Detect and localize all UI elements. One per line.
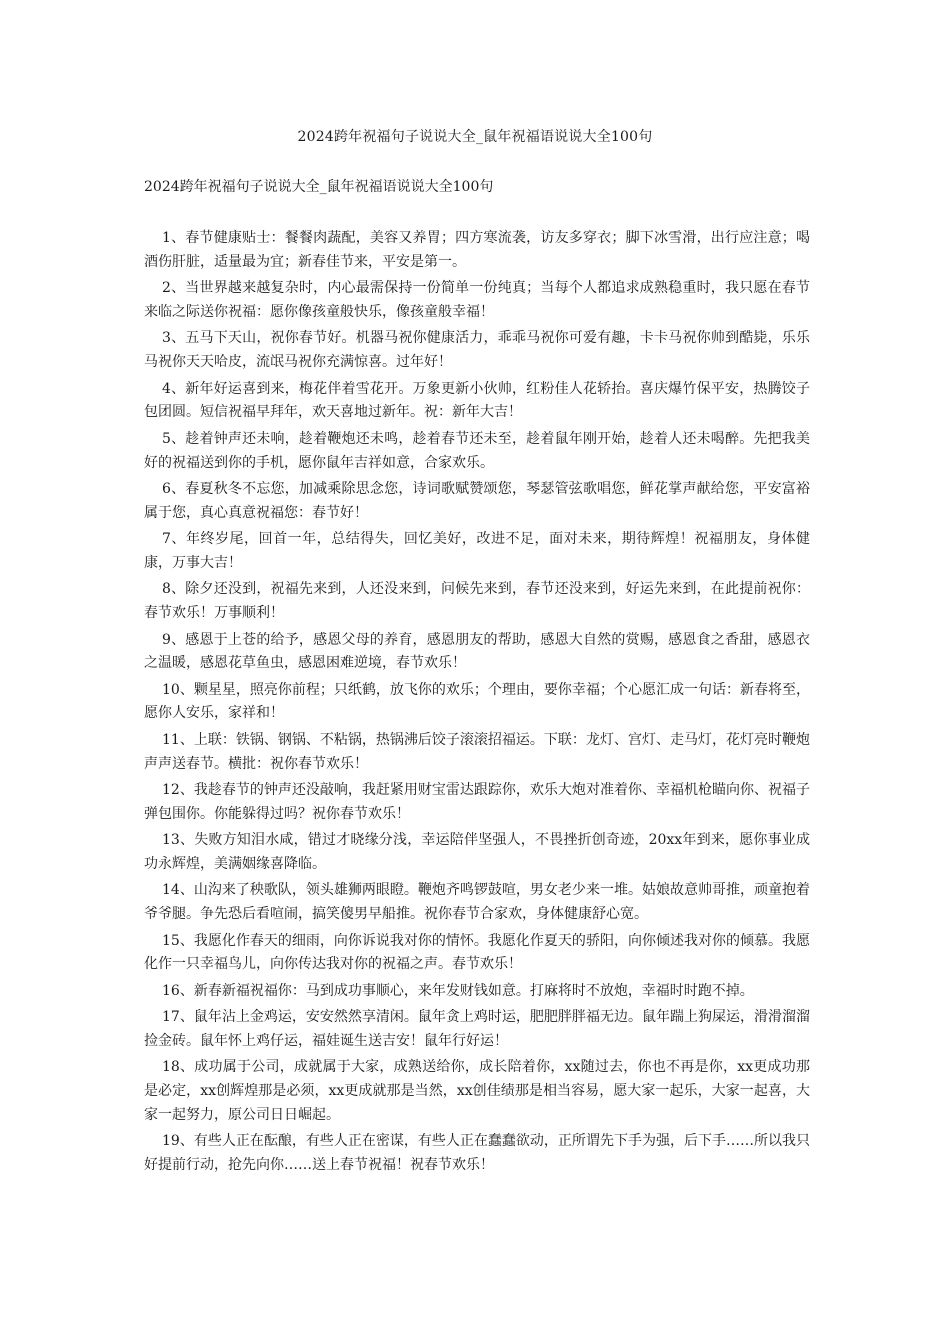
paragraph-14: 14、山沟来了秧歌队，领头雄狮两眼瞪。鞭炮齐鸣锣鼓喧，男女老少来一堆。姑娘故意帅哥推，顽童抱着爷爷腿。争先恐后看喧闹，搞笑傻男早船推。祝你春节合家欢，身体健康舒心宽。	[144, 882, 810, 923]
paragraph-11: 11、上联：铁锅、钢锅、不粘锅，热锅沸后饺子滚滚招福运。下联：龙灯、宫灯、走马灯，花灯亮时鞭炮声声送春节。横批：祝你春节欢乐！	[144, 731, 810, 772]
paragraph-18: 18、成功属于公司，成就属于大家，成熟送给你，成长陪着你，xx随过去，你也不再是你，xx更成功那是必定，xx创辉煌那是必须，xx更成就那是当然，xx创佳绩那是相当容易，愿大家一起乐，大家一起喜，大家一起努力，原公司日日崛起。	[144, 1059, 810, 1123]
paragraph-5: 5、趁着钟声还未响，趁着鞭炮还未鸣，趁着春节还未至，趁着鼠年刚开始，趁着人还未喝醉。先把我美好的祝福送到你的手机，愿你鼠年吉祥如意，合家欢乐。	[144, 430, 810, 471]
paragraph-17: 17、鼠年沾上金鸡运，安安然然享清闲。鼠年贪上鸡时运，肥肥胖胖福无边。鼠年踹上狗屎运，滑滑溜溜捡金砖。鼠年怀上鸡仔运，福娃诞生送吉安！鼠年行好运！	[144, 1009, 810, 1049]
paragraph-13: 13、失败方知泪水咸，错过才晓缘分浅，幸运陪伴坚强人，不畏挫折创奇迹，20xx年到来，愿你事业成功永辉煌，美满姻缘喜降临。	[144, 832, 810, 873]
paragraph-2: 2、当世界越来越复杂时，内心最需保持一份简单一份纯真；当每个人都追求成熟稳重时，我只愿在春节来临之际送你祝福：愿你像孩童般快乐，像孩童般幸福！	[144, 280, 810, 320]
document-subtitle: 2024跨年祝福句子说说大全_鼠年祝福语说说大全100句	[144, 179, 494, 195]
paragraph-16: 16、新春新福祝福你：马到成功事顺心，来年发财钱如意。打麻将时不放炮，幸福时时跑不掉。	[162, 982, 754, 999]
paragraph-19: 19、有些人正在酝酿，有些人正在密谋，有些人正在蠢蠢欲动，正所谓先下手为强，后下手……所以我只好提前行动，抢先向你……送上春节祝福！祝春节欢乐！	[144, 1133, 810, 1174]
paragraph-7: 7、年终岁尾，回首一年，总结得失，回忆美好，改进不足，面对未来，期待辉煌！祝福朋友，身体健康，万事大吉！	[144, 531, 810, 571]
document-title: 2024跨年祝福句子说说大全_鼠年祝福语说说大全100句	[297, 129, 653, 145]
paragraph-12: 12、我趁春节的钟声还没敲响，我赶紧用财宝雷达跟踪你，欢乐大炮对准着你、幸福机枪瞄向你、祝福子弹包围你。你能躲得过吗？祝你春节欢乐！	[144, 782, 810, 822]
paragraph-6: 6、春夏秋冬不忘您，加减乘除思念您，诗词歌赋赞颂您，琴瑟管弦歌唱您，鲜花掌声献给您，平安富裕属于您，真心真意祝福您：春节好！	[144, 480, 810, 521]
paragraph-4: 4、新年好运喜到来，梅花伴着雪花开。万象更新小伙帅，红粉佳人花轿抬。喜庆爆竹保平安，热腾饺子包团圆。短信祝福早拜年，欢天喜地过新年。祝：新年大吉！	[144, 380, 810, 421]
paragraph-3: 3、五马下天山，祝你春节好。机器马祝你健康活力，乖乖马祝你可爱有趣，卡卡马祝你帅到酷毙，乐乐马祝你天天哈皮，流氓马祝你充满惊喜。过年好！	[144, 330, 810, 371]
paragraph-10: 10、颗星星，照亮你前程；只纸鹤，放飞你的欢乐；个理由，要你幸福；个心愿汇成一句话：新春将至，愿你人安乐，家祥和！	[144, 681, 810, 722]
paragraph-1: 1、春节健康贴士：餐餐肉蔬配，美容又养胃；四方寒流袭，访友多穿衣；脚下冰雪滑，出行应注意；喝酒伤肝脏，适量最为宜；新春佳节来，平安是第一。	[144, 230, 810, 270]
document-body	[144, 227, 810, 1181]
paragraph-8: 8、除夕还没到，祝福先来到，人还没来到，问候先来到，春节还没来到，好运先来到，在此提前祝你：春节欢乐！万事顺利！	[144, 581, 810, 622]
paragraph-9: 9、感恩于上苍的给予，感恩父母的养育，感恩朋友的帮助，感恩大自然的赏赐，感恩食之香甜，感恩衣之温暖，感恩花草鱼虫，感恩困难逆境，春节欢乐！	[144, 631, 810, 672]
paragraph-15: 15、我愿化作春天的细雨，向你诉说我对你的情怀。我愿化作夏天的骄阳，向你倾述我对你的倾慕。我愿化作一只幸福鸟儿，向你传达我对你的祝福之声。春节欢乐！	[144, 932, 810, 973]
